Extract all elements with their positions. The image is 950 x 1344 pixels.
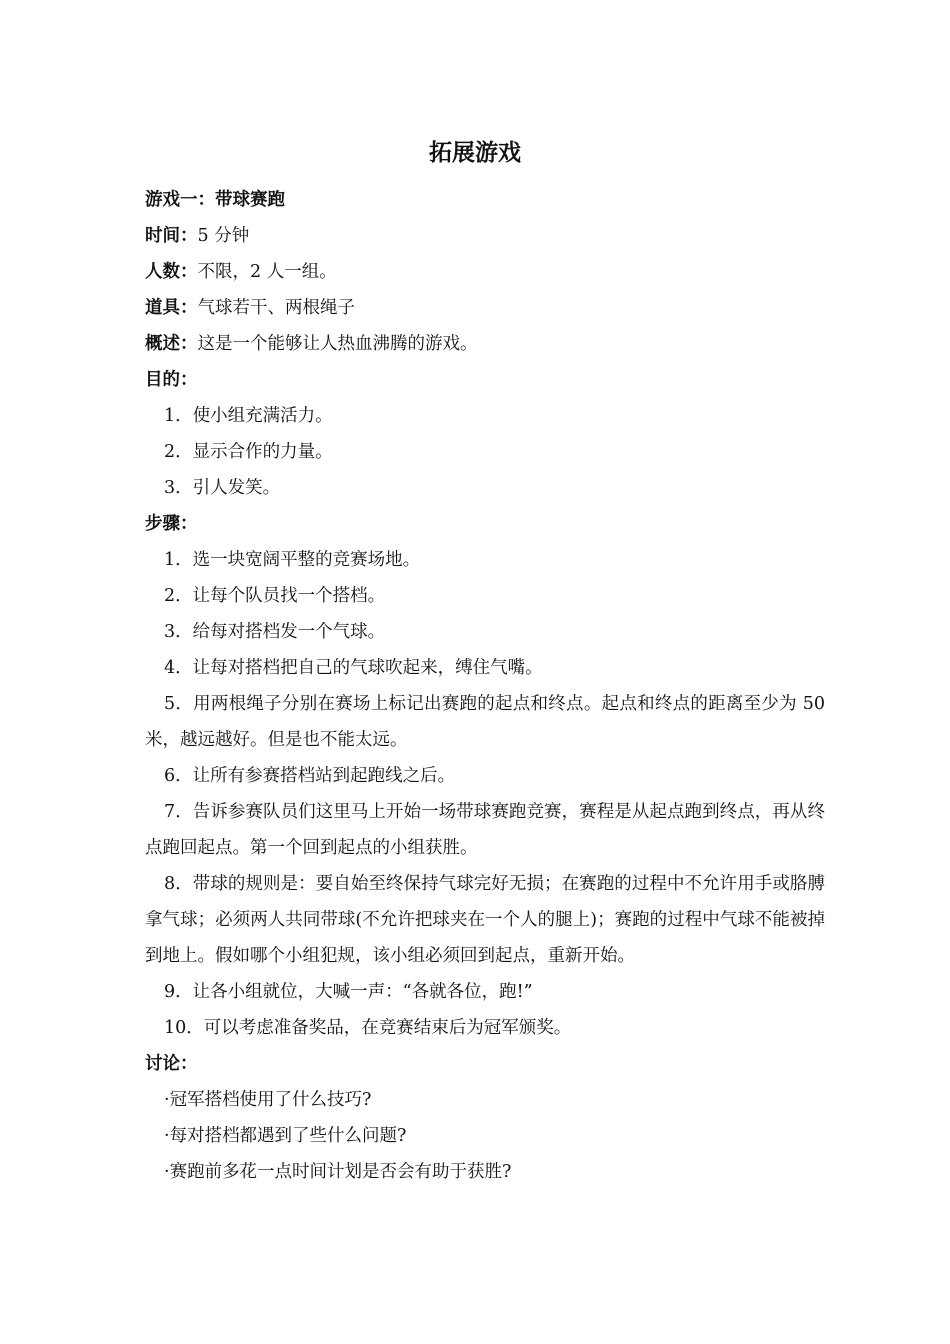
- info-overview: [145, 326, 825, 362]
- step-item: 9．让各小组就位，大喊一声：“各就各位，跑!”: [164, 982, 533, 1002]
- info-props: [145, 290, 825, 326]
- discussion-item: ·赛跑前多花一点时间计划是否会有助于获胜?: [164, 1162, 512, 1182]
- step-item: 3．给每对搭档发一个气球。: [164, 622, 386, 642]
- step-item: 6．让所有参赛搭档站到起跑线之后。: [164, 766, 456, 786]
- info-value: 5 分钟: [197, 226, 250, 246]
- discussion-heading: 讨论：: [145, 1054, 198, 1074]
- goals-heading: 目的：: [145, 370, 198, 390]
- info-label: 人数：: [145, 262, 198, 282]
- info-label: 时间：: [145, 226, 198, 246]
- step-item: 10．可以考虑准备奖品，在竞赛结束后为冠军颁奖。: [164, 1018, 572, 1038]
- game-heading: 游戏一：带球赛跑: [145, 190, 285, 210]
- info-people: [145, 254, 825, 290]
- info-value: 气球若干、两根绳子: [197, 298, 355, 318]
- steps-heading: 步骤：: [145, 514, 198, 534]
- step-item: 5．用两根绳子分别在赛场上标记出赛跑的起点和终点。起点和终点的距离至少为 50 米，越远越好。但是也不能太远。: [145, 694, 825, 750]
- page-title: 拓展游戏: [429, 139, 521, 166]
- step-item: 8．带球的规则是：要自始至终保持气球完好无损；在赛跑的过程中不允许用手或胳膊拿气球；必须两人共同带球(不允许把球夹在一个人的腿上)；赛跑的过程中气球不能被掉到地上。假如哪个小组犯规，该小组必须回到起点，重新开始。: [145, 874, 825, 966]
- discussion-item: ·每对搭档都遇到了些什么问题?: [164, 1126, 407, 1146]
- goal-item: 3．引人发笑。: [164, 478, 281, 498]
- discussion-item: ·冠军搭档使用了什么技巧?: [164, 1090, 372, 1110]
- goal-item: 1．使小组充满活力。: [164, 406, 333, 426]
- info-time: [145, 218, 825, 254]
- info-label: 概述：: [145, 334, 198, 354]
- info-value: 这是一个能够让人热血沸腾的游戏。: [197, 334, 478, 354]
- document-body: [145, 182, 825, 1190]
- goal-item: 2．显示合作的力量。: [164, 442, 333, 462]
- step-item: 7．告诉参赛队员们这里马上开始一场带球赛跑竞赛，赛程是从起点跑到终点，再从终点跑回起点。第一个回到起点的小组获胜。: [145, 802, 825, 858]
- step-item: 1．选一块宽阔平整的竞赛场地。: [164, 550, 421, 570]
- info-value: 不限，2 人一组。: [197, 262, 337, 282]
- step-item: 2．让每个队员找一个搭档。: [164, 586, 386, 606]
- info-label: 道具：: [145, 298, 198, 318]
- step-item: 4．让每对搭档把自己的气球吹起来，缚住气嘴。: [164, 658, 543, 678]
